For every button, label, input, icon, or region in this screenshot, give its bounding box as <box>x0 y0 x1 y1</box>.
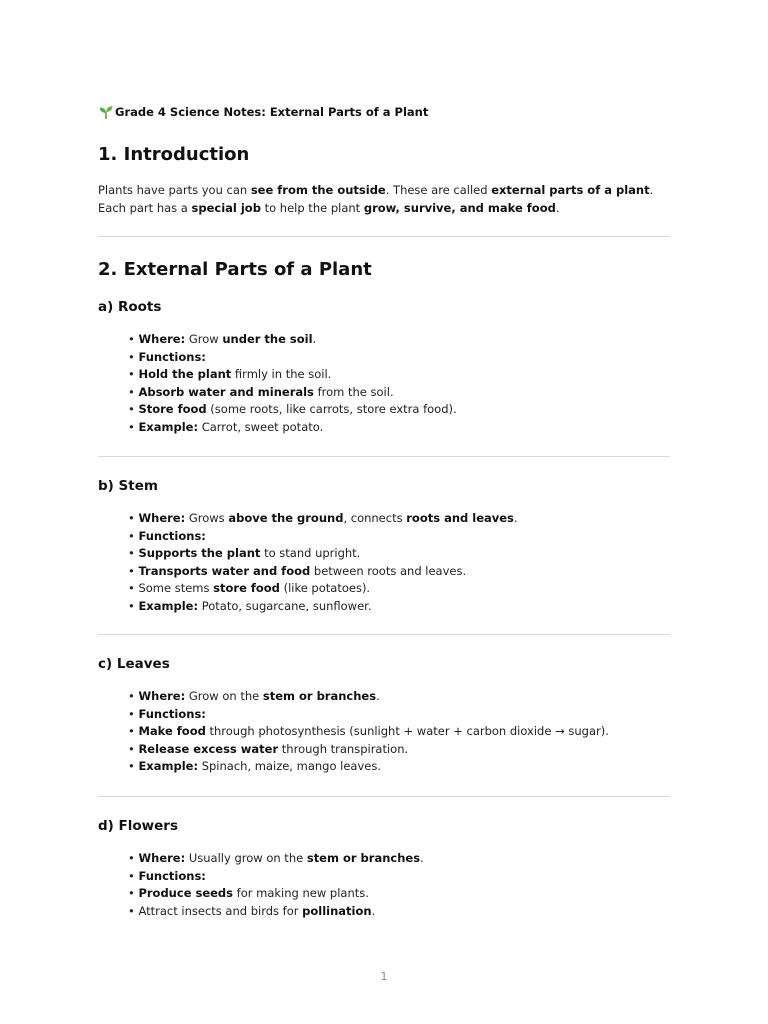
list-item: • Absorb water and minerals from the soil. <box>128 384 457 402</box>
leaves-heading: c) Leaves <box>98 656 170 672</box>
list-item: • Functions: <box>128 528 518 546</box>
list-item: • Example: Carrot, sweet potato. <box>128 419 457 437</box>
roots-list <box>128 331 457 436</box>
list-item: • Where: Usually grow on the stem or branches. <box>128 850 424 868</box>
list-item: • Make food through photosynthesis (sunlight + water + carbon dioxide → sugar). <box>128 723 609 741</box>
list-item: • Attract insects and birds for pollination. <box>128 903 424 921</box>
list-item: • Functions: <box>128 349 457 367</box>
section-divider <box>98 796 670 797</box>
flowers-heading: d) Flowers <box>98 818 178 834</box>
list-item: • Functions: <box>128 706 609 724</box>
list-item: • Supports the plant to stand upright. <box>128 545 518 563</box>
list-item: • Release excess water through transpiration. <box>128 741 609 759</box>
leaves-list <box>128 688 609 776</box>
seedling-icon <box>98 104 114 120</box>
list-item: • Some stems store food (like potatoes). <box>128 580 518 598</box>
list-item: • Produce seeds for making new plants. <box>128 885 424 903</box>
flowers-list <box>128 850 424 920</box>
list-item: • Example: Potato, sugarcane, sunflower. <box>128 598 518 616</box>
section-divider <box>98 456 670 457</box>
list-item: • Store food (some roots, like carrots, store extra food). <box>128 401 457 419</box>
list-item: • Transports water and food between roots and leaves. <box>128 563 518 581</box>
stem-heading: b) Stem <box>98 478 158 494</box>
document-title-text: Grade 4 Science Notes: External Parts of a Plant <box>115 105 429 119</box>
list-item: • Hold the plant firmly in the soil. <box>128 366 457 384</box>
introduction-heading: 1. Introduction <box>98 144 250 165</box>
list-item: • Example: Spinach, maize, mango leaves. <box>128 758 609 776</box>
document-title <box>98 104 428 120</box>
list-item: • Where: Grow under the soil. <box>128 331 457 349</box>
list-item: • Where: Grow on the stem or branches. <box>128 688 609 706</box>
section-divider <box>98 634 670 635</box>
page-number: 1 <box>380 970 388 983</box>
external-parts-heading: 2. External Parts of a Plant <box>98 259 372 280</box>
list-item: • Functions: <box>128 868 424 886</box>
list-item: • Where: Grows above the ground, connects roots and leaves. <box>128 510 518 528</box>
stem-list <box>128 510 518 615</box>
introduction-paragraph: Plants have parts you can see from the outside. These are called external parts of a plant. Each part has a special job to help the plant grow, survive, and make food. <box>98 183 654 215</box>
roots-heading: a) Roots <box>98 299 162 315</box>
section-divider <box>98 236 670 237</box>
